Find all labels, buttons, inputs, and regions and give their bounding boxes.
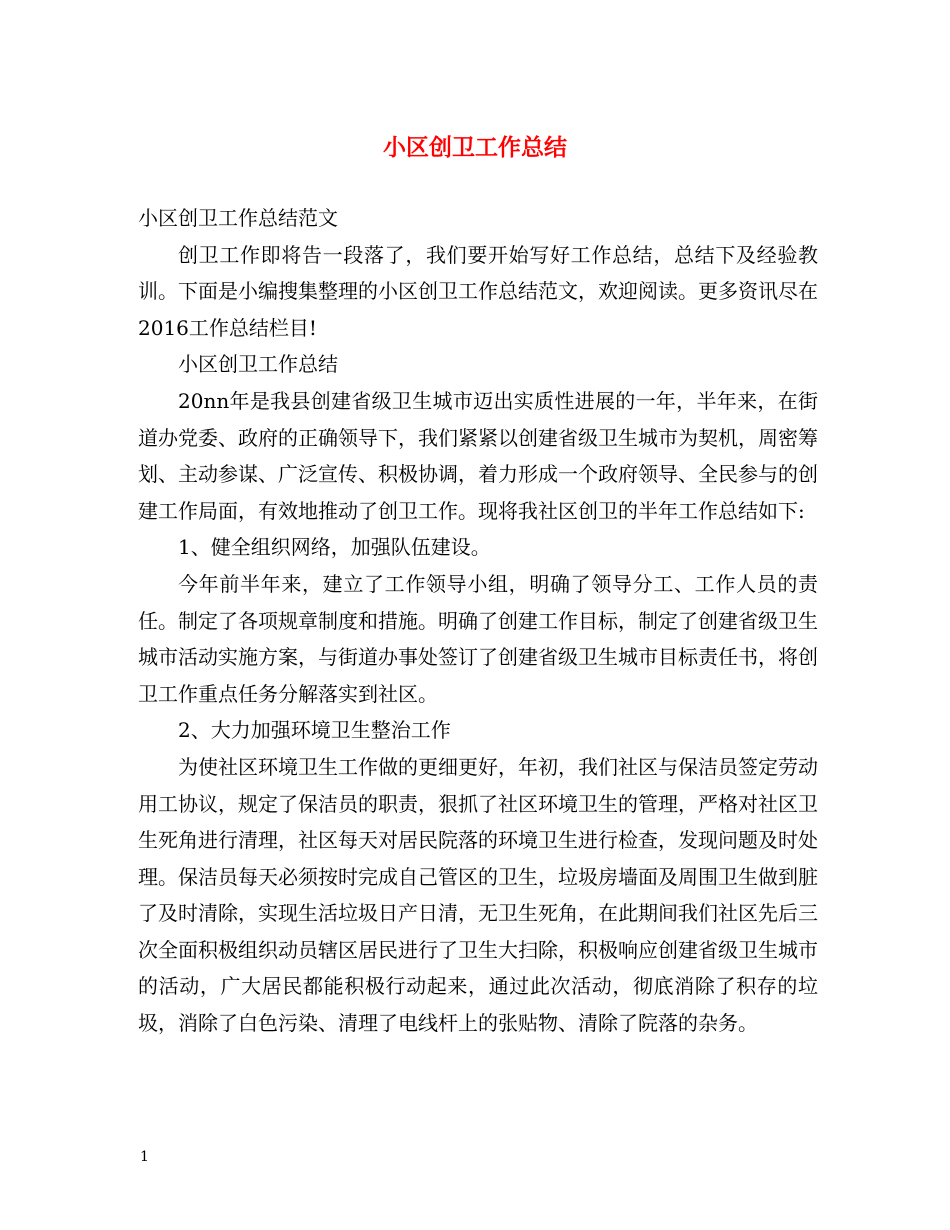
paragraph-heading: 小区创卫工作总结 <box>178 352 338 377</box>
paragraph-section-1-title: 1、健全组织网络，加强队伍建设。 <box>178 535 491 560</box>
paragraph-overview: 20nn年是我县创建省级卫生城市迈出实质性进展的一年，半年来，在街道办党委、政府的正确领导下，我们紧紧以创建省级卫生城市为契机，周密筹划、主动参谋、广泛宣传、积极协调，着力形成一个政府领导、全民参与的创建工作局面，有效地推动了创卫工作。现将我社区创卫的半年工作总结如下: <box>138 388 818 523</box>
paragraph-section-2-title: 2、大力加强环境卫生整治工作 <box>178 718 451 743</box>
paragraph-subtitle: 小区创卫工作总结范文 <box>138 206 338 230</box>
page-number: 1 <box>140 1149 149 1165</box>
paragraph-intro: 创卫工作即将告一段落了，我们要开始写好工作总结，总结下及经验教训。下面是小编搜集整理的小区创卫工作总结范文，欢迎阅读。更多资讯尽在2016工作总结栏目! <box>138 242 818 340</box>
paragraph-section-2-body: 为使社区环境卫生工作做的更细更好，年初，我们社区与保洁员签定劳动用工协议，规定了保洁员的职责，狠抓了社区环境卫生的管理，严格对社区卫生死角进行清理，社区每天对居民院落的环境卫生进行检查，发现问题及时处理。保洁员每天必须按时完成自己管区的卫生，垃圾房墙面及周围卫生做到脏了及时清除，实现生活垃圾日产日清，无卫生死角，在此期间我们社区先后三次全面积极组织动员辖区居民进行了卫生大扫除，积极响应创建省级卫生城市的活动，广大居民都能积极行动起来，通过此次活动，彻底消除了积存的垃圾，消除了白色污染、清理了电线杆上的张贴物、清除了院落的杂务。 <box>138 754 818 1036</box>
document-title: 小区创卫工作总结 <box>383 134 567 161</box>
paragraph-section-1-body: 今年前半年来，建立了工作领导小组，明确了领导分工、工作人员的责任。制定了各项规章制度和措施。明确了创建工作目标，制定了创建省级卫生城市活动实施方案，与街道办事处签订了创建省级卫生城市目标责任书，将创卫工作重点任务分解落实到社区。 <box>138 571 818 706</box>
document-body <box>138 200 818 1042</box>
